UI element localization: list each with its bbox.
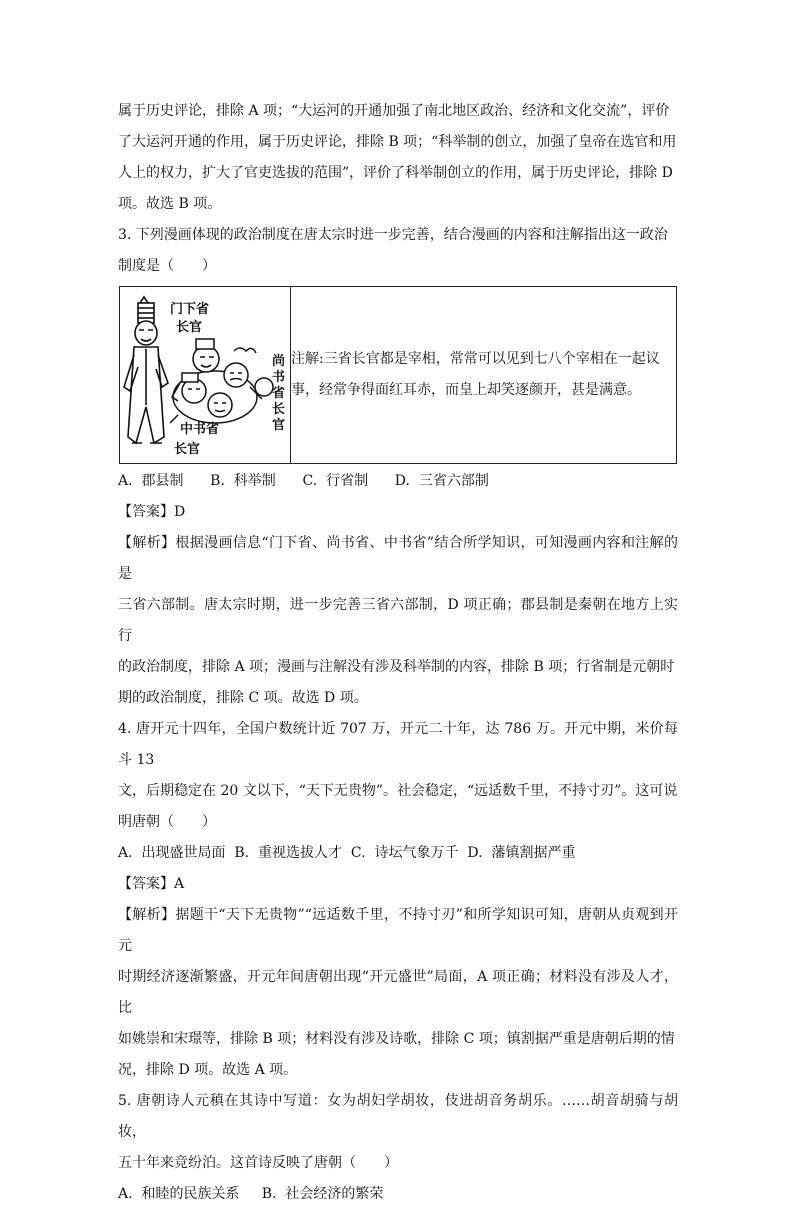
answer-line: 【答案】A	[118, 876, 185, 892]
question-stem-line: 五十年来竞纷泊。这首诗反映了唐朝（ ）	[118, 1155, 398, 1171]
question-stem-line: 文，后期稳定在 20 文以下，“天下无贵物”。社会稳定，“远适数千里，不持寸刃”。这可说	[118, 783, 678, 799]
question-stem-line: 3. 下列漫画体现的政治制度在唐太宗时进一步完善，结合漫画的内容和注解指出这一政治	[118, 227, 668, 243]
analysis-line: 的政治制度，排除 A 项；漫画与注解没有涉及科举制的内容，排除 B 项；行省制是元朝时	[118, 659, 675, 675]
answer-options: A. 出现盛世局面 B. 重视选拔人才 C. 诗坛气象万千 D. 藩镇割据严重	[118, 845, 576, 861]
previous-analysis	[118, 96, 678, 220]
cartoon-label-shangshu-4: 长	[272, 402, 286, 417]
question-stem-line: 4. 唐开元十四年，全国户数统计近 707 万，开元二十年，达 786 万。开元中期，米价每斗 13	[118, 721, 678, 768]
cartoon-table	[119, 286, 677, 464]
three-departments-cartoon	[120, 287, 290, 463]
answer-options: A. 郡县制 B. 科举制 C. 行省制 D. 三省六部制	[118, 473, 489, 489]
analysis-line: 三省六部制。唐太宗时期，进一步完善三省六部制，D 项正确；郡县制是秦朝在地方上实行	[118, 597, 678, 644]
question-3	[118, 220, 678, 714]
analysis-line: 期的政治制度，排除 C 项。故选 D 项。	[118, 690, 368, 706]
text-line: 了大运河开通的作用，属于历史评论，排除 B 项；“科举制的创立，加强了皇帝在选官和用	[118, 134, 677, 150]
analysis-line: 时期经济逐渐繁盛，开元年间唐朝出现“开元盛世”局面，A 项正确；材料没有涉及人才，比	[118, 969, 678, 1016]
annotation-line: 注解:三省长官都是宰相，常常可以见到七八个宰相在一起议	[291, 351, 660, 367]
question-5	[118, 1086, 678, 1210]
text-line: 属于历史评论，排除 A 项；“大运河的开通加强了南北地区政治、经济和文化交流”，评价	[118, 103, 670, 119]
cartoon-label-shangshu-5: 官	[272, 418, 286, 433]
document-page	[118, 96, 678, 1210]
cartoon-label-shangshu-3: 省	[272, 386, 286, 401]
answer-line: 【答案】D	[118, 504, 186, 520]
cartoon-label-shangshu-2: 书	[272, 370, 286, 385]
analysis-line: 【解析】根据漫画信息“门下省、尚书省、中书省”结合所学知识，可知漫画内容和注解的是	[118, 535, 678, 582]
text-line: 项。故选 B 项。	[118, 196, 222, 212]
analysis-line: 【解析】据题干“天下无贵物”“远适数千里，不持寸刃”和所学知识可知，唐朝从贞观到开元	[118, 907, 678, 954]
question-4	[118, 714, 678, 1086]
cartoon-label-menxia: 门下省	[170, 302, 210, 317]
cartoon-cell	[120, 287, 291, 464]
answer-options: A. 和睦的民族关系 B. 社会经济的繁荣	[118, 1186, 384, 1202]
question-stem-line: 5. 唐朝诗人元稹在其诗中写道：女为胡妇学胡妆，伎进胡音务胡乐。……胡音胡骑与胡妆，	[118, 1093, 678, 1140]
annotation-cell	[291, 287, 677, 464]
cartoon-label-zhongshu: 中书省	[180, 422, 220, 437]
text-line: 人上的权力，扩大了官吏选拔的范围”，评价了科举制创立的作用，属于历史评论，排除 D	[118, 165, 673, 181]
cartoon-label-menxia-official: 长官	[176, 320, 203, 335]
cartoon-label-zhongshu-official: 长官	[174, 442, 201, 457]
analysis-line: 如姚崇和宋璟等，排除 B 项；材料没有涉及诗歌，排除 C 项；镇割据严重是唐朝后期的情	[118, 1031, 675, 1047]
question-stem-line: 制度是（ ）	[118, 258, 216, 274]
annotation-line: 事，经常争得面红耳赤，而皇上却笑逐颜开，甚是满意。	[291, 382, 641, 398]
analysis-line: 况，排除 D 项。故选 A 项。	[118, 1062, 298, 1078]
question-stem-line: 明唐朝（ ）	[118, 814, 216, 830]
cartoon-label-shangshu-1: 尚	[272, 354, 286, 369]
